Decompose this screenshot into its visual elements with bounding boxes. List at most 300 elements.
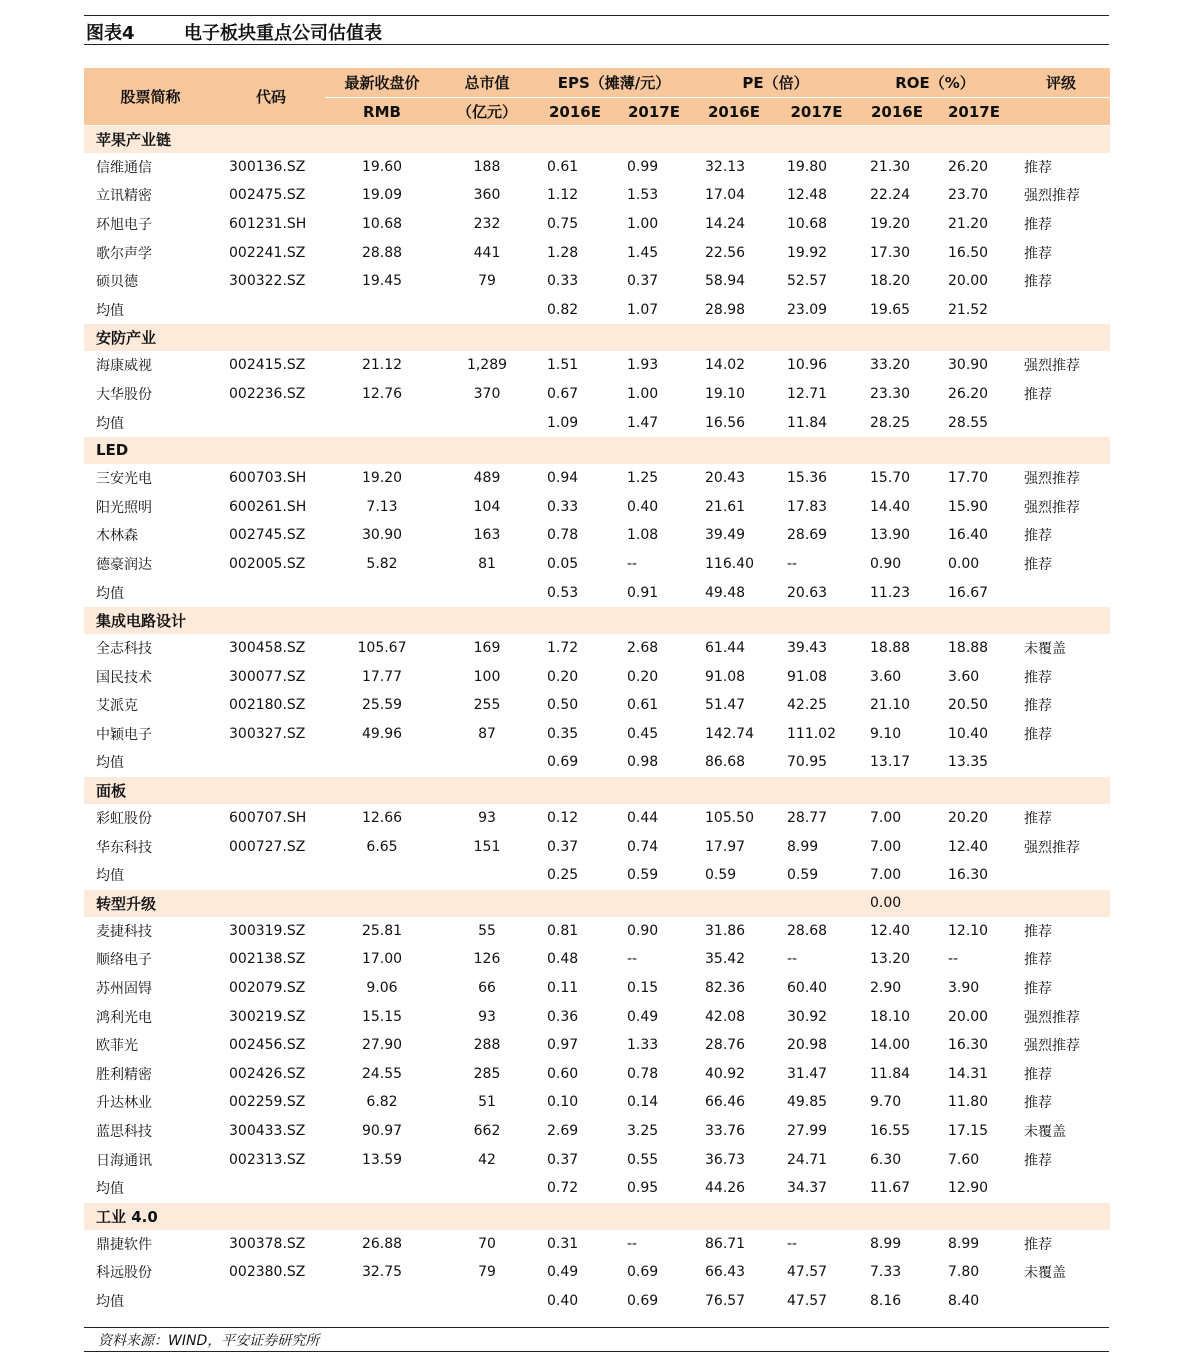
market-cap: 662 — [473, 1123, 501, 1140]
stock-name: 彩虹股份 — [96, 811, 152, 828]
eps-2016: 0.33 — [547, 498, 579, 515]
price — [325, 748, 439, 777]
eps-2016: 1.28 — [547, 244, 579, 261]
price: 19.20 — [361, 470, 403, 487]
stock-name: 均值 — [96, 755, 124, 772]
group-extra-value: 0.00 — [858, 890, 936, 917]
rating: 推荐 — [1024, 528, 1053, 545]
roe-2017: 16.30 — [948, 1037, 989, 1054]
rating: 推荐 — [1024, 245, 1053, 262]
stock-code: 002236.SZ — [229, 385, 306, 402]
stock-code: 002456.SZ — [229, 1037, 306, 1054]
pe-2016: 31.86 — [705, 922, 746, 939]
average-row — [84, 1174, 1110, 1203]
group-name: 面板 — [84, 777, 1110, 804]
eps-2017: 0.14 — [627, 1094, 659, 1111]
stock-code: 002313.SZ — [229, 1151, 306, 1168]
pe-2016: 66.46 — [705, 1094, 746, 1111]
pe-2016: 14.24 — [705, 215, 746, 232]
eps-2017: 0.90 — [627, 922, 659, 939]
price: 19.09 — [361, 187, 403, 204]
pe-2016: 33.76 — [705, 1123, 746, 1140]
table-row — [84, 464, 1110, 493]
rating: 推荐 — [1024, 1152, 1053, 1169]
price: 105.67 — [357, 640, 407, 657]
roe-2017: 16.67 — [948, 584, 989, 601]
roe-2016: 13.20 — [870, 951, 911, 968]
stock-name: 歌尔声学 — [96, 245, 152, 262]
header-eps-2016: 2016E — [535, 98, 615, 126]
roe-2016: 14.00 — [870, 1037, 911, 1054]
eps-2017: 1.93 — [627, 357, 659, 374]
stock-name: 华东科技 — [96, 839, 152, 856]
roe-2017: 12.90 — [948, 1180, 989, 1197]
group-name: 转型升级 — [84, 890, 858, 917]
roe-2016: 28.25 — [870, 414, 911, 431]
pe-2017: 47.57 — [787, 1292, 828, 1309]
roe-2016: 7.33 — [870, 1264, 902, 1281]
roe-2017: 7.60 — [948, 1151, 980, 1168]
rating: 强烈推荐 — [1024, 1009, 1081, 1026]
roe-2016: 14.40 — [870, 498, 911, 515]
stock-code: 002380.SZ — [229, 1264, 306, 1281]
pe-2017: 20.98 — [787, 1037, 828, 1054]
eps-2017: 0.59 — [627, 867, 659, 884]
eps-2016: 0.60 — [547, 1065, 579, 1082]
market-cap: 70 — [478, 1235, 496, 1252]
market-cap: 42 — [478, 1151, 496, 1168]
stock-code — [217, 748, 325, 777]
market-cap: 489 — [473, 470, 501, 487]
table-row — [84, 1060, 1110, 1089]
pe-2016: 21.61 — [705, 498, 746, 515]
stock-code: 002415.SZ — [229, 357, 306, 374]
rating: 推荐 — [1024, 952, 1053, 969]
roe-2016: 16.55 — [870, 1123, 911, 1140]
group-header-row — [84, 125, 1110, 153]
pe-2016: 44.26 — [705, 1180, 746, 1197]
market-cap — [439, 748, 535, 777]
stock-name: 德豪润达 — [96, 556, 152, 573]
roe-2017: 0.00 — [948, 555, 980, 572]
pe-2017: 52.57 — [787, 273, 828, 290]
table-row — [84, 945, 1110, 974]
market-cap: 163 — [473, 527, 501, 544]
eps-2016: 1.09 — [547, 414, 579, 431]
group-name: 安防产业 — [84, 324, 1110, 351]
roe-2017: 13.35 — [948, 754, 989, 771]
price: 30.90 — [361, 527, 403, 544]
pe-2016: 20.43 — [705, 470, 746, 487]
pe-2017: 27.99 — [787, 1123, 828, 1140]
eps-2016: 0.37 — [547, 1151, 579, 1168]
stock-name: 苏州固锝 — [96, 981, 152, 998]
market-cap — [439, 1174, 535, 1203]
header-price-unit: RMB — [325, 98, 439, 126]
eps-2016: 0.48 — [547, 951, 579, 968]
stock-code: 002745.SZ — [229, 527, 306, 544]
stock-code: 002259.SZ — [229, 1094, 306, 1111]
market-cap: 151 — [473, 838, 501, 855]
price: 24.55 — [361, 1065, 403, 1082]
pe-2017: 10.96 — [787, 357, 828, 374]
stock-code: 300136.SZ — [229, 158, 306, 175]
roe-2017: 8.40 — [948, 1292, 980, 1309]
table-row — [84, 380, 1110, 409]
roe-2017: 30.90 — [948, 357, 989, 374]
stock-code: 300458.SZ — [229, 640, 306, 657]
eps-2016: 0.94 — [547, 470, 579, 487]
rating: 推荐 — [1024, 981, 1053, 998]
stock-code: 300433.SZ — [229, 1123, 306, 1140]
table-row — [84, 804, 1110, 833]
rating — [1012, 1287, 1110, 1316]
stock-name: 国民技术 — [96, 669, 152, 686]
price: 28.88 — [361, 244, 403, 261]
market-cap: 1,289 — [466, 357, 508, 374]
eps-2017: 0.49 — [627, 1008, 659, 1025]
roe-2016: 18.20 — [870, 273, 911, 290]
price: 17.77 — [361, 668, 403, 685]
stock-name: 硕贝德 — [96, 274, 138, 291]
market-cap: 370 — [473, 385, 501, 402]
pe-2017: 34.37 — [787, 1180, 828, 1197]
figure-title — [86, 19, 382, 45]
rating: 推荐 — [1024, 698, 1053, 715]
pe-2017: 39.43 — [787, 640, 828, 657]
stock-name: 胜利精密 — [96, 1066, 152, 1083]
stock-code — [217, 1174, 325, 1203]
roe-2016: 9.10 — [870, 725, 902, 742]
roe-2017: 11.80 — [948, 1094, 989, 1111]
stock-name: 升达林业 — [96, 1095, 152, 1112]
stock-code: 000727.SZ — [229, 838, 306, 855]
pe-2017: 91.08 — [787, 668, 828, 685]
price: 6.65 — [366, 838, 398, 855]
pe-2016: 91.08 — [705, 668, 746, 685]
market-cap: 51 — [478, 1094, 496, 1111]
pe-2017: 49.85 — [787, 1094, 828, 1111]
eps-2016: 0.20 — [547, 668, 579, 685]
group-blank — [936, 890, 1110, 917]
rating: 推荐 — [1024, 726, 1053, 743]
pe-2016: 17.04 — [705, 187, 746, 204]
market-cap — [439, 295, 535, 324]
eps-2017: 0.95 — [627, 1180, 659, 1197]
source-note: 资料来源：WIND，平安证券研究所 — [98, 1333, 320, 1349]
table-row — [84, 1088, 1110, 1117]
rating: 强烈推荐 — [1024, 471, 1081, 488]
eps-2017: -- — [627, 1235, 638, 1252]
eps-2017: 0.40 — [627, 498, 659, 515]
market-cap: 285 — [473, 1065, 501, 1082]
eps-2016: 0.82 — [547, 301, 579, 318]
table-row — [84, 238, 1110, 267]
header-price: 最新收盘价 — [325, 68, 439, 98]
average-row — [84, 748, 1110, 777]
pe-2017: 19.92 — [787, 244, 828, 261]
eps-2016: 0.72 — [547, 1180, 579, 1197]
pe-2016: 35.42 — [705, 951, 746, 968]
pe-2017: 24.71 — [787, 1151, 828, 1168]
table-row — [84, 720, 1110, 749]
stock-code: 600703.SH — [229, 470, 307, 487]
roe-2017: 10.40 — [948, 725, 989, 742]
group-header-row — [84, 1203, 1110, 1230]
eps-2017: 1.00 — [627, 215, 659, 232]
eps-2017: 0.55 — [627, 1151, 659, 1168]
header-eps: EPS（摊薄/元） — [535, 68, 693, 98]
table-row — [84, 1258, 1110, 1287]
price: 5.82 — [366, 555, 398, 572]
price: 25.81 — [361, 922, 403, 939]
rating — [1012, 295, 1110, 324]
roe-2016: 23.30 — [870, 385, 911, 402]
stock-name: 科远股份 — [96, 1265, 152, 1282]
roe-2016: 13.17 — [870, 754, 911, 771]
roe-2016: 8.16 — [870, 1292, 902, 1309]
stock-name: 鼎捷软件 — [96, 1236, 152, 1253]
table-row — [84, 153, 1110, 182]
average-row — [84, 861, 1110, 890]
eps-2017: 0.45 — [627, 725, 659, 742]
pe-2016: 86.71 — [705, 1235, 746, 1252]
header-name: 股票简称 — [84, 68, 217, 125]
market-cap: 81 — [478, 555, 496, 572]
pe-2017: 8.99 — [787, 838, 819, 855]
average-row — [84, 578, 1110, 607]
market-cap: 188 — [473, 158, 501, 175]
pe-2017: 111.02 — [787, 725, 836, 742]
roe-2017: 7.80 — [948, 1264, 980, 1281]
header-rating-blank — [1012, 98, 1110, 126]
market-cap: 126 — [473, 951, 501, 968]
market-cap: 87 — [478, 725, 496, 742]
pe-2016: 58.94 — [705, 273, 746, 290]
roe-2017: 15.90 — [948, 498, 989, 515]
pe-2017: -- — [787, 951, 798, 968]
pe-2016: 105.50 — [705, 810, 754, 827]
eps-2016: 0.53 — [547, 584, 579, 601]
eps-2016: 2.69 — [547, 1123, 579, 1140]
price: 19.60 — [361, 158, 403, 175]
eps-2016: 0.75 — [547, 215, 579, 232]
eps-2016: 0.11 — [547, 980, 579, 997]
stock-code: 002426.SZ — [229, 1065, 306, 1082]
bottom-rule-2 — [84, 1351, 1109, 1352]
table-row — [84, 492, 1110, 521]
header-rating: 评级 — [1012, 68, 1110, 98]
table-row — [84, 1031, 1110, 1060]
pe-2016: 86.68 — [705, 754, 746, 771]
table-row — [84, 351, 1110, 380]
price — [325, 1174, 439, 1203]
title-rule — [84, 44, 1109, 45]
price: 13.59 — [361, 1151, 403, 1168]
pe-2016: 22.56 — [705, 244, 746, 261]
rating: 强烈推荐 — [1024, 188, 1081, 205]
pe-2016: 76.57 — [705, 1292, 746, 1309]
stock-name: 大华股份 — [96, 386, 152, 403]
header-roe-2017: 2017E — [936, 98, 1012, 126]
roe-2016: 7.00 — [870, 810, 902, 827]
market-cap: 288 — [473, 1037, 501, 1054]
stock-name: 中颖电子 — [96, 726, 152, 743]
eps-2016: 1.72 — [547, 640, 579, 657]
eps-2017: 1.33 — [627, 1037, 659, 1054]
pe-2016: 40.92 — [705, 1065, 746, 1082]
market-cap: 79 — [478, 1264, 496, 1281]
roe-2016: 18.88 — [870, 640, 911, 657]
stock-name: 艾派克 — [96, 698, 138, 715]
eps-2016: 0.81 — [547, 922, 579, 939]
pe-2016: 17.97 — [705, 838, 746, 855]
table-row — [84, 832, 1110, 861]
roe-2016: 2.90 — [870, 980, 902, 997]
pe-2017: 28.69 — [787, 527, 828, 544]
roe-2016: 21.10 — [870, 697, 911, 714]
header-roe: ROE（%） — [858, 68, 1012, 98]
pe-2016: 36.73 — [705, 1151, 746, 1168]
pe-2017: 0.59 — [787, 867, 819, 884]
stock-name: 均值 — [96, 585, 124, 602]
stock-code — [217, 408, 325, 437]
pe-2017: 30.92 — [787, 1008, 828, 1025]
rating: 推荐 — [1024, 669, 1053, 686]
stock-code — [217, 295, 325, 324]
eps-2017: 0.69 — [627, 1292, 659, 1309]
rating: 未覆盖 — [1024, 1265, 1067, 1282]
pe-2016: 42.08 — [705, 1008, 746, 1025]
roe-2017: 21.20 — [948, 215, 989, 232]
table-row — [84, 974, 1110, 1003]
roe-2017: 8.99 — [948, 1235, 980, 1252]
roe-2017: 3.90 — [948, 980, 980, 997]
roe-2017: 12.10 — [948, 922, 989, 939]
price: 19.45 — [361, 273, 403, 290]
table-row — [84, 1117, 1110, 1146]
eps-2017: 1.00 — [627, 385, 659, 402]
bottom-rule — [84, 1327, 1109, 1328]
eps-2016: 0.69 — [547, 754, 579, 771]
eps-2016: 0.49 — [547, 1264, 579, 1281]
stock-name: 阳光照明 — [96, 499, 152, 516]
pe-2017: 70.95 — [787, 754, 828, 771]
roe-2017: 16.50 — [948, 244, 989, 261]
stock-name: 均值 — [96, 302, 124, 319]
stock-name: 立讯精密 — [96, 188, 152, 205]
stock-code: 300219.SZ — [229, 1008, 306, 1025]
average-row — [84, 408, 1110, 437]
stock-name: 均值 — [96, 868, 124, 885]
price: 6.82 — [366, 1094, 398, 1111]
table-row — [84, 662, 1110, 691]
eps-2017: 0.15 — [627, 980, 659, 997]
roe-2017: 16.40 — [948, 527, 989, 544]
pe-2017: 12.71 — [787, 385, 828, 402]
pe-2016: 19.10 — [705, 385, 746, 402]
group-header-row — [84, 890, 1110, 917]
roe-2016: 12.40 — [870, 922, 911, 939]
roe-2017: 28.55 — [948, 414, 989, 431]
roe-2016: 8.99 — [870, 1235, 902, 1252]
eps-2017: 1.08 — [627, 527, 659, 544]
eps-2016: 0.67 — [547, 385, 579, 402]
table-row — [84, 917, 1110, 946]
eps-2017: 0.44 — [627, 810, 659, 827]
eps-2017: 0.74 — [627, 838, 659, 855]
price — [325, 578, 439, 607]
price: 17.00 — [361, 951, 403, 968]
price: 12.76 — [361, 385, 403, 402]
pe-2017: 10.68 — [787, 215, 828, 232]
price: 10.68 — [361, 215, 403, 232]
stock-name: 日海通讯 — [96, 1152, 152, 1169]
pe-2016: 51.47 — [705, 697, 746, 714]
market-cap: 100 — [473, 668, 501, 685]
eps-2017: 0.69 — [627, 1264, 659, 1281]
rating: 推荐 — [1024, 811, 1053, 828]
stock-code: 601231.SH — [229, 215, 307, 232]
stock-name: 麦捷科技 — [96, 923, 152, 940]
roe-2016: 19.65 — [870, 301, 911, 318]
rating: 强烈推荐 — [1024, 1038, 1081, 1055]
pe-2017: 17.83 — [787, 498, 828, 515]
eps-2017: 3.25 — [627, 1123, 659, 1140]
price: 15.15 — [361, 1008, 403, 1025]
roe-2017: 17.15 — [948, 1123, 989, 1140]
table-row — [84, 691, 1110, 720]
rating: 推荐 — [1024, 274, 1053, 291]
figure-label: 图表4 — [86, 23, 135, 44]
price: 12.66 — [361, 810, 403, 827]
rating — [1012, 408, 1110, 437]
eps-2016: 0.50 — [547, 697, 579, 714]
pe-2017: 20.63 — [787, 584, 828, 601]
roe-2017: 17.70 — [948, 470, 989, 487]
roe-2017: 3.60 — [948, 668, 980, 685]
rating — [1012, 1174, 1110, 1203]
stock-name: 顺络电子 — [96, 952, 152, 969]
eps-2017: 1.45 — [627, 244, 659, 261]
price: 7.13 — [366, 498, 398, 515]
roe-2017: 14.31 — [948, 1065, 989, 1082]
eps-2016: 0.33 — [547, 273, 579, 290]
roe-2017: 20.20 — [948, 810, 989, 827]
stock-code: 300319.SZ — [229, 922, 306, 939]
market-cap: 232 — [473, 215, 501, 232]
stock-code: 002180.SZ — [229, 697, 306, 714]
table-row — [84, 181, 1110, 210]
valuation-table — [84, 68, 1110, 1315]
pe-2017: 12.48 — [787, 187, 828, 204]
pe-2016: 39.49 — [705, 527, 746, 544]
roe-2016: 18.10 — [870, 1008, 911, 1025]
header-row-1 — [84, 68, 1110, 98]
table-row — [84, 1002, 1110, 1031]
stock-code: 002138.SZ — [229, 951, 306, 968]
pe-2016: 61.44 — [705, 640, 746, 657]
rating: 未覆盖 — [1024, 1124, 1067, 1141]
header-eps-2017: 2017E — [615, 98, 693, 126]
eps-2016: 1.12 — [547, 187, 579, 204]
eps-2016: 0.37 — [547, 838, 579, 855]
roe-2017: 16.30 — [948, 867, 989, 884]
header-pe-2017: 2017E — [775, 98, 858, 126]
eps-2017: 0.99 — [627, 158, 659, 175]
pe-2017: 42.25 — [787, 697, 828, 714]
table-row — [84, 550, 1110, 579]
